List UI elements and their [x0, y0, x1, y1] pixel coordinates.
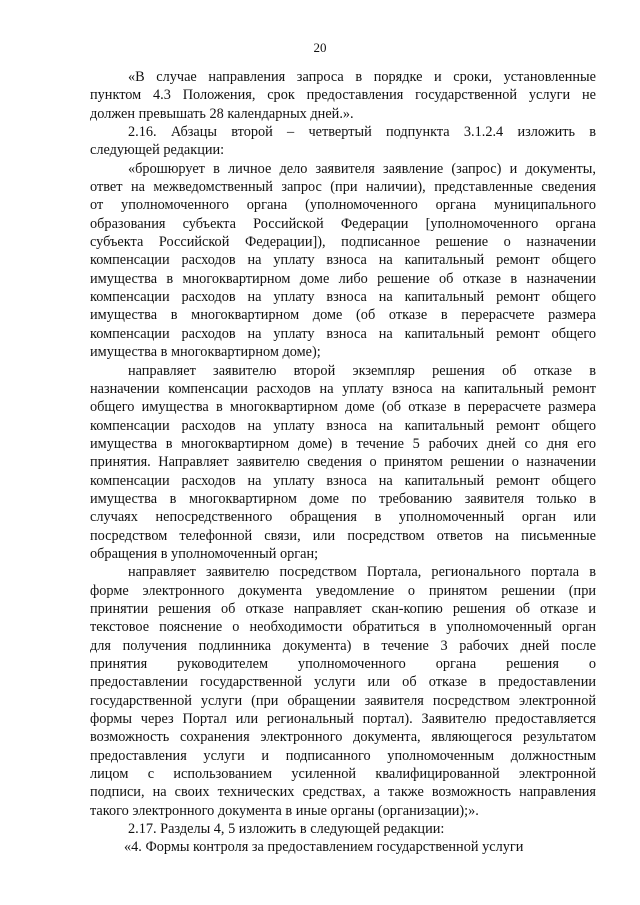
text-line: от уполномоченного органа (уполномоченного органа муниципального — [90, 197, 596, 214]
text-line: ответ на межведомственный запрос (при наличии), представленные сведения — [90, 179, 596, 196]
text-line: имущества в многоквартирном доме) в течение 5 рабочих дней со дня его — [90, 435, 596, 452]
text-line: «брошюрует в личное дело заявителя заявление (запрос) и документы, — [128, 160, 596, 177]
text-line: субъекта Российской Федерации]), подписанное решение о назначении — [90, 234, 596, 251]
text-line: обращения в уполномоченный орган; — [90, 545, 319, 562]
text-line: «В случае направления запроса в порядке и сроки, установленные — [128, 69, 596, 85]
text-line: лицом с использованием усиленной квалифицированной электронной — [90, 766, 596, 783]
text-line: имущества в многоквартирном доме); — [90, 344, 321, 361]
text-line: направляет заявителю второй экземпляр решения об отказе в — [128, 362, 596, 379]
text-line: государственной услуги (при обращении заявителя посредством электронной — [90, 692, 596, 709]
text-line: предоставления услуги и подписанного уполномоченным должностным — [90, 747, 596, 764]
text-line: текстовое пояснение о необходимости обратиться в уполномоченный орган — [90, 619, 596, 636]
text-line: имущества в многоквартирном доме либо решение об отказе в назначении — [90, 270, 596, 287]
text-line: 2.16. Абзацы второй – четвертый подпункта 3.1.2.4 изложить в — [128, 124, 596, 141]
text-line: принятии решения об отказе направляет скан-копию решения об отказе и — [90, 600, 596, 617]
text-line: компенсации расходов на уплату взноса на капитальный ремонт общего — [90, 472, 596, 489]
text-line: образования субъекта Российской Федерации [уполномоченного органа — [90, 215, 596, 232]
text-line: общего имущества в многоквартирном доме (об отказе в перерасчете размера — [90, 399, 596, 416]
text-line: форме электронного документа уведомление о принятом решении (при — [90, 582, 596, 599]
text-line: посредством телефонной связи, или посредством ответов на письменные — [90, 527, 596, 544]
text-line: формы через Портал или региональный портал). Заявителю предоставляется — [90, 711, 596, 728]
text-line: имущества в многоквартирном доме (об отказе в перерасчете размера — [90, 307, 596, 324]
text-line: компенсации расходов на уплату взноса на капитальный ремонт общего — [90, 325, 596, 342]
text-line: должен превышать 28 календарных дней.». — [90, 105, 354, 122]
text-line: «4. Формы контроля за предоставлением государственной услуги — [124, 839, 524, 856]
document-body — [90, 68, 596, 857]
text-line: такого электронного документа в иные органы (организации);». — [90, 802, 479, 819]
page-number: 20 — [313, 40, 327, 55]
text-line: компенсации расходов на уплату взноса на капитальный ремонт общего — [90, 417, 596, 434]
text-line: направляет заявителю посредством Портала, регионального портала в — [128, 564, 596, 581]
text-line: компенсации расходов на уплату взноса на капитальный ремонт общего — [90, 252, 596, 269]
text-line: предоставлении государственной услуги или об отказе в предоставлении — [90, 674, 596, 691]
text-line: пунктом 4.3 Положения, срок предоставления государственной услуги не — [90, 87, 596, 104]
text-line: имущества в многоквартирном доме по требованию заявителя только в — [90, 490, 596, 507]
text-line: следующей редакции: — [90, 142, 225, 159]
text-line: для получения подлинника документа) в течение 3 рабочих дней после — [90, 637, 596, 654]
text-line: компенсации расходов на уплату взноса на капитальный ремонт общего — [90, 289, 596, 306]
text-line: принятия. Направляет заявителю сведения о принятом решении о назначении — [90, 454, 596, 471]
text-line: подписи, на своих технических средствах, а также возможность направления — [90, 784, 596, 801]
text-line: принятия руководителем уполномоченного органа решения о — [90, 656, 596, 672]
text-line: 2.17. Разделы 4, 5 изложить в следующей редакции: — [128, 821, 445, 838]
text-line: назначении компенсации расходов на уплату взноса на капитальный ремонт — [90, 380, 596, 397]
text-line: случаях непосредственного обращения в уполномоченный орган или — [90, 509, 596, 526]
text-line: возможность сохранения электронного документа, являющегося результатом — [90, 729, 596, 746]
